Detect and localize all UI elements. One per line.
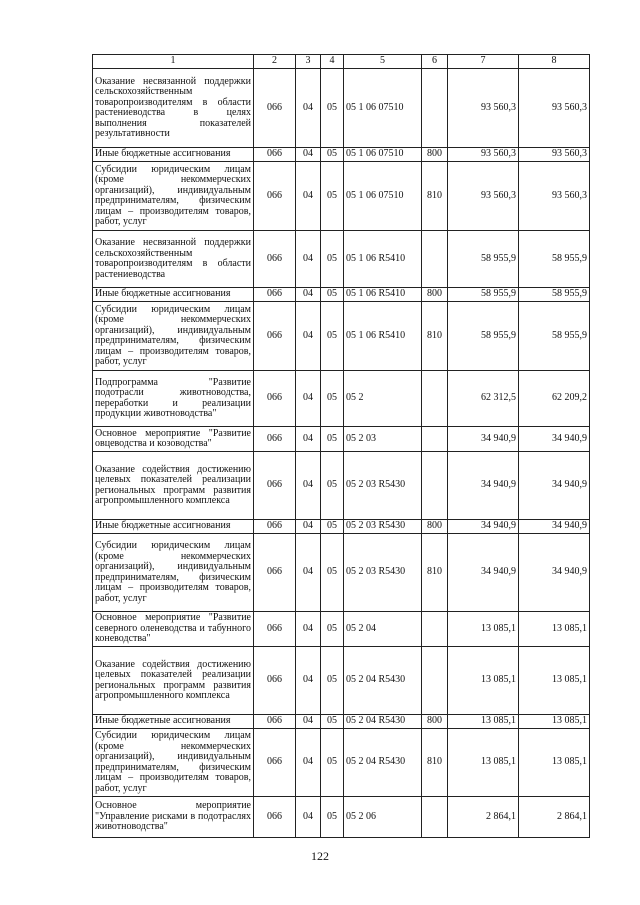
cell-c4: 05 xyxy=(321,715,344,729)
cell-c8: 13 085,1 xyxy=(519,715,590,729)
cell-c4: 05 xyxy=(321,427,344,452)
cell-c3: 04 xyxy=(296,647,321,715)
cell-c8: 93 560,3 xyxy=(519,162,590,231)
table-row xyxy=(93,427,590,452)
cell-c7: 34 940,9 xyxy=(448,452,519,520)
cell-c2: 066 xyxy=(254,797,296,838)
cell-c2: 066 xyxy=(254,612,296,647)
cell-c5: 05 1 06 07510 xyxy=(344,148,422,162)
row-label: Иные бюджетные ассигнования xyxy=(93,288,254,302)
cell-c7: 93 560,3 xyxy=(448,148,519,162)
cell-c8: 58 955,9 xyxy=(519,288,590,302)
table-row xyxy=(93,162,590,231)
cell-c8: 62 209,2 xyxy=(519,371,590,427)
cell-c7: 13 085,1 xyxy=(448,612,519,647)
cell-c5: 05 2 03 xyxy=(344,427,422,452)
cell-c3: 04 xyxy=(296,520,321,534)
row-label: Субсидии юридическим лицам (кроме некоммерческих организаций), индивидуальным предпринимателям, физическим лицам – производителям товаров, работ, услуг xyxy=(93,162,254,231)
cell-c6: 800 xyxy=(422,715,448,729)
cell-c2: 066 xyxy=(254,452,296,520)
cell-c5: 05 1 06 07510 xyxy=(344,69,422,148)
cell-c6: 810 xyxy=(422,534,448,612)
cell-c4: 05 xyxy=(321,162,344,231)
cell-c3: 04 xyxy=(296,162,321,231)
row-label: Оказание содействия достижению целевых показателей реализации региональных программ развития агропромышленного комплекса xyxy=(93,647,254,715)
cell-c7: 93 560,3 xyxy=(448,162,519,231)
table-row xyxy=(93,302,590,371)
cell-c5: 05 2 xyxy=(344,371,422,427)
row-label: Субсидии юридическим лицам (кроме некоммерческих организаций), индивидуальным предпринимателям, физическим лицам – производителям товаров, работ, услуг xyxy=(93,729,254,797)
header-cell: 2 xyxy=(254,55,296,69)
cell-c5: 05 1 06 R5410 xyxy=(344,231,422,288)
cell-c2: 066 xyxy=(254,231,296,288)
table-row xyxy=(93,534,590,612)
cell-c5: 05 1 06 R5410 xyxy=(344,302,422,371)
cell-c6 xyxy=(422,427,448,452)
cell-c7: 34 940,9 xyxy=(448,534,519,612)
table-row xyxy=(93,371,590,427)
cell-c4: 05 xyxy=(321,148,344,162)
cell-c4: 05 xyxy=(321,612,344,647)
cell-c3: 04 xyxy=(296,427,321,452)
cell-c7: 2 864,1 xyxy=(448,797,519,838)
cell-c2: 066 xyxy=(254,148,296,162)
cell-c4: 05 xyxy=(321,288,344,302)
cell-c4: 05 xyxy=(321,452,344,520)
row-label: Оказание несвязанной поддержки сельскохозяйственным товаропроизводителям в области растениеводства xyxy=(93,231,254,288)
cell-c4: 05 xyxy=(321,520,344,534)
cell-c3: 04 xyxy=(296,729,321,797)
cell-c6: 800 xyxy=(422,520,448,534)
cell-c2: 066 xyxy=(254,302,296,371)
cell-c3: 04 xyxy=(296,371,321,427)
cell-c7: 62 312,5 xyxy=(448,371,519,427)
cell-c4: 05 xyxy=(321,534,344,612)
cell-c2: 066 xyxy=(254,534,296,612)
cell-c5: 05 2 04 R5430 xyxy=(344,729,422,797)
row-label: Оказание несвязанной поддержки сельскохозяйственным товаропроизводителям в области растениеводства в целях выполнения показателей результативности xyxy=(93,69,254,148)
cell-c2: 066 xyxy=(254,371,296,427)
cell-c6 xyxy=(422,452,448,520)
row-label: Подпрограмма "Развитие подотрасли животноводства, переработки и реализации продукции животноводства" xyxy=(93,371,254,427)
table-row xyxy=(93,231,590,288)
row-label: Основное мероприятие "Управление рисками в подотраслях животноводства" xyxy=(93,797,254,838)
cell-c8: 93 560,3 xyxy=(519,148,590,162)
cell-c7: 58 955,9 xyxy=(448,231,519,288)
cell-c6 xyxy=(422,231,448,288)
cell-c4: 05 xyxy=(321,729,344,797)
header-cell: 8 xyxy=(519,55,590,69)
cell-c8: 34 940,9 xyxy=(519,534,590,612)
cell-c7: 58 955,9 xyxy=(448,288,519,302)
cell-c2: 066 xyxy=(254,69,296,148)
cell-c2: 066 xyxy=(254,162,296,231)
row-label: Основное мероприятие "Развитие овцеводства и козоводства" xyxy=(93,427,254,452)
cell-c3: 04 xyxy=(296,715,321,729)
cell-c2: 066 xyxy=(254,427,296,452)
cell-c5: 05 2 04 xyxy=(344,612,422,647)
cell-c2: 066 xyxy=(254,288,296,302)
table-body xyxy=(93,69,590,838)
cell-c4: 05 xyxy=(321,231,344,288)
cell-c3: 04 xyxy=(296,534,321,612)
cell-c8: 58 955,9 xyxy=(519,302,590,371)
cell-c4: 05 xyxy=(321,797,344,838)
cell-c4: 05 xyxy=(321,371,344,427)
header-row xyxy=(93,55,590,69)
budget-table xyxy=(92,54,590,838)
cell-c6: 810 xyxy=(422,302,448,371)
row-label: Оказание содействия достижению целевых показателей реализации региональных программ развития агропромышленного комплекса xyxy=(93,452,254,520)
cell-c7: 13 085,1 xyxy=(448,715,519,729)
cell-c8: 34 940,9 xyxy=(519,427,590,452)
cell-c5: 05 2 03 R5430 xyxy=(344,520,422,534)
cell-c5: 05 2 04 R5430 xyxy=(344,647,422,715)
cell-c5: 05 1 06 07510 xyxy=(344,162,422,231)
cell-c8: 34 940,9 xyxy=(519,520,590,534)
cell-c5: 05 2 06 xyxy=(344,797,422,838)
row-label: Субсидии юридическим лицам (кроме некоммерческих организаций), индивидуальным предпринимателям, физическим лицам – производителям товаров, работ, услуг xyxy=(93,302,254,371)
cell-c3: 04 xyxy=(296,231,321,288)
cell-c8: 93 560,3 xyxy=(519,69,590,148)
header-cell: 7 xyxy=(448,55,519,69)
cell-c6 xyxy=(422,371,448,427)
table-row xyxy=(93,520,590,534)
cell-c3: 04 xyxy=(296,302,321,371)
row-label: Иные бюджетные ассигнования xyxy=(93,715,254,729)
table-row xyxy=(93,797,590,838)
cell-c7: 58 955,9 xyxy=(448,302,519,371)
cell-c8: 34 940,9 xyxy=(519,452,590,520)
row-label: Иные бюджетные ассигнования xyxy=(93,148,254,162)
cell-c3: 04 xyxy=(296,69,321,148)
cell-c8: 58 955,9 xyxy=(519,231,590,288)
cell-c3: 04 xyxy=(296,288,321,302)
cell-c8: 13 085,1 xyxy=(519,729,590,797)
cell-c4: 05 xyxy=(321,69,344,148)
table-row xyxy=(93,729,590,797)
cell-c6: 800 xyxy=(422,148,448,162)
cell-c7: 93 560,3 xyxy=(448,69,519,148)
cell-c6 xyxy=(422,647,448,715)
cell-c4: 05 xyxy=(321,647,344,715)
cell-c7: 13 085,1 xyxy=(448,729,519,797)
cell-c3: 04 xyxy=(296,452,321,520)
cell-c5: 05 2 03 R5430 xyxy=(344,534,422,612)
header-cell: 5 xyxy=(344,55,422,69)
row-label: Субсидии юридическим лицам (кроме некоммерческих организаций), индивидуальным предпринимателям, физическим лицам – производителям товаров, работ, услуг xyxy=(93,534,254,612)
cell-c6: 810 xyxy=(422,162,448,231)
cell-c3: 04 xyxy=(296,612,321,647)
table-row xyxy=(93,715,590,729)
cell-c6: 800 xyxy=(422,288,448,302)
header-cell: 3 xyxy=(296,55,321,69)
cell-c6 xyxy=(422,69,448,148)
cell-c3: 04 xyxy=(296,148,321,162)
table-row xyxy=(93,647,590,715)
cell-c4: 05 xyxy=(321,302,344,371)
header-cell: 1 xyxy=(93,55,254,69)
cell-c5: 05 2 03 R5430 xyxy=(344,452,422,520)
row-label: Иные бюджетные ассигнования xyxy=(93,520,254,534)
cell-c6 xyxy=(422,612,448,647)
table-row xyxy=(93,612,590,647)
cell-c8: 13 085,1 xyxy=(519,612,590,647)
table-row xyxy=(93,148,590,162)
page-number: 122 xyxy=(311,849,329,863)
table-row xyxy=(93,452,590,520)
cell-c5: 05 2 04 R5430 xyxy=(344,715,422,729)
table-row xyxy=(93,69,590,148)
cell-c2: 066 xyxy=(254,647,296,715)
cell-c2: 066 xyxy=(254,715,296,729)
cell-c6 xyxy=(422,797,448,838)
table-row xyxy=(93,288,590,302)
cell-c8: 13 085,1 xyxy=(519,647,590,715)
header-cell: 6 xyxy=(422,55,448,69)
row-label: Основное мероприятие "Развитие северного оленеводства и табунного коневодства" xyxy=(93,612,254,647)
cell-c2: 066 xyxy=(254,520,296,534)
cell-c2: 066 xyxy=(254,729,296,797)
cell-c7: 34 940,9 xyxy=(448,520,519,534)
cell-c7: 13 085,1 xyxy=(448,647,519,715)
cell-c3: 04 xyxy=(296,797,321,838)
cell-c8: 2 864,1 xyxy=(519,797,590,838)
cell-c7: 34 940,9 xyxy=(448,427,519,452)
cell-c6: 810 xyxy=(422,729,448,797)
header-cell: 4 xyxy=(321,55,344,69)
cell-c5: 05 1 06 R5410 xyxy=(344,288,422,302)
